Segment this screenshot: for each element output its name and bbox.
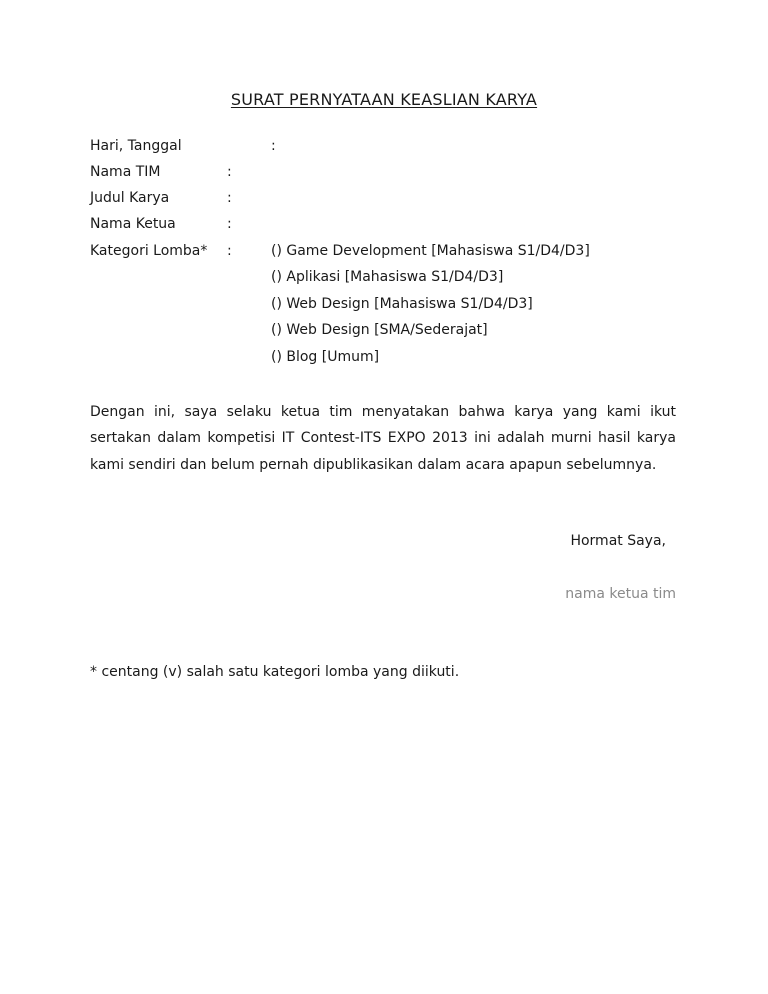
signature-placeholder: nama ketua tim: [565, 586, 676, 602]
category-option: () Web Design [SMA/Sederajat]: [271, 322, 488, 339]
category-option: () Game Development [Mahasiswa S1/D4/D3]: [271, 243, 590, 259]
field-label: Kategori Lomba*: [90, 243, 208, 259]
field-label: Nama Ketua: [90, 216, 176, 232]
field-colon: :: [227, 243, 232, 259]
field-colon: :: [227, 216, 232, 232]
closing-greeting: Hormat Saya,: [570, 533, 666, 549]
statement-paragraph: Dengan ini, saya selaku ketua tim menyatakan bahwa karya yang kami ikut sertakan dalam kompetisi IT Contest-ITS EXPO 2013 ini adalah murni hasil karya kami sendiri dan belum pernah dipublikasikan dalam acara apapun sebelumnya.: [90, 404, 676, 473]
category-option: () Web Design [Mahasiswa S1/D4/D3]: [271, 295, 533, 312]
field-label: Judul Karya: [90, 190, 170, 206]
field-label: Hari, Tanggal: [90, 138, 182, 154]
field-colon: :: [227, 164, 232, 180]
category-list: [271, 241, 590, 373]
field-label: Nama TIM: [90, 164, 161, 180]
field-colon: :: [271, 138, 276, 154]
category-option: () Blog [Umum]: [271, 348, 380, 365]
field-colon: :: [227, 190, 232, 206]
footnote: * centang (v) salah satu kategori lomba yang diikuti.: [90, 664, 460, 680]
category-option: () Aplikasi [Mahasiswa S1/D4/D3]: [271, 269, 504, 286]
document-title: SURAT PERNYATAAN KEASLIAN KARYA: [230, 90, 538, 109]
